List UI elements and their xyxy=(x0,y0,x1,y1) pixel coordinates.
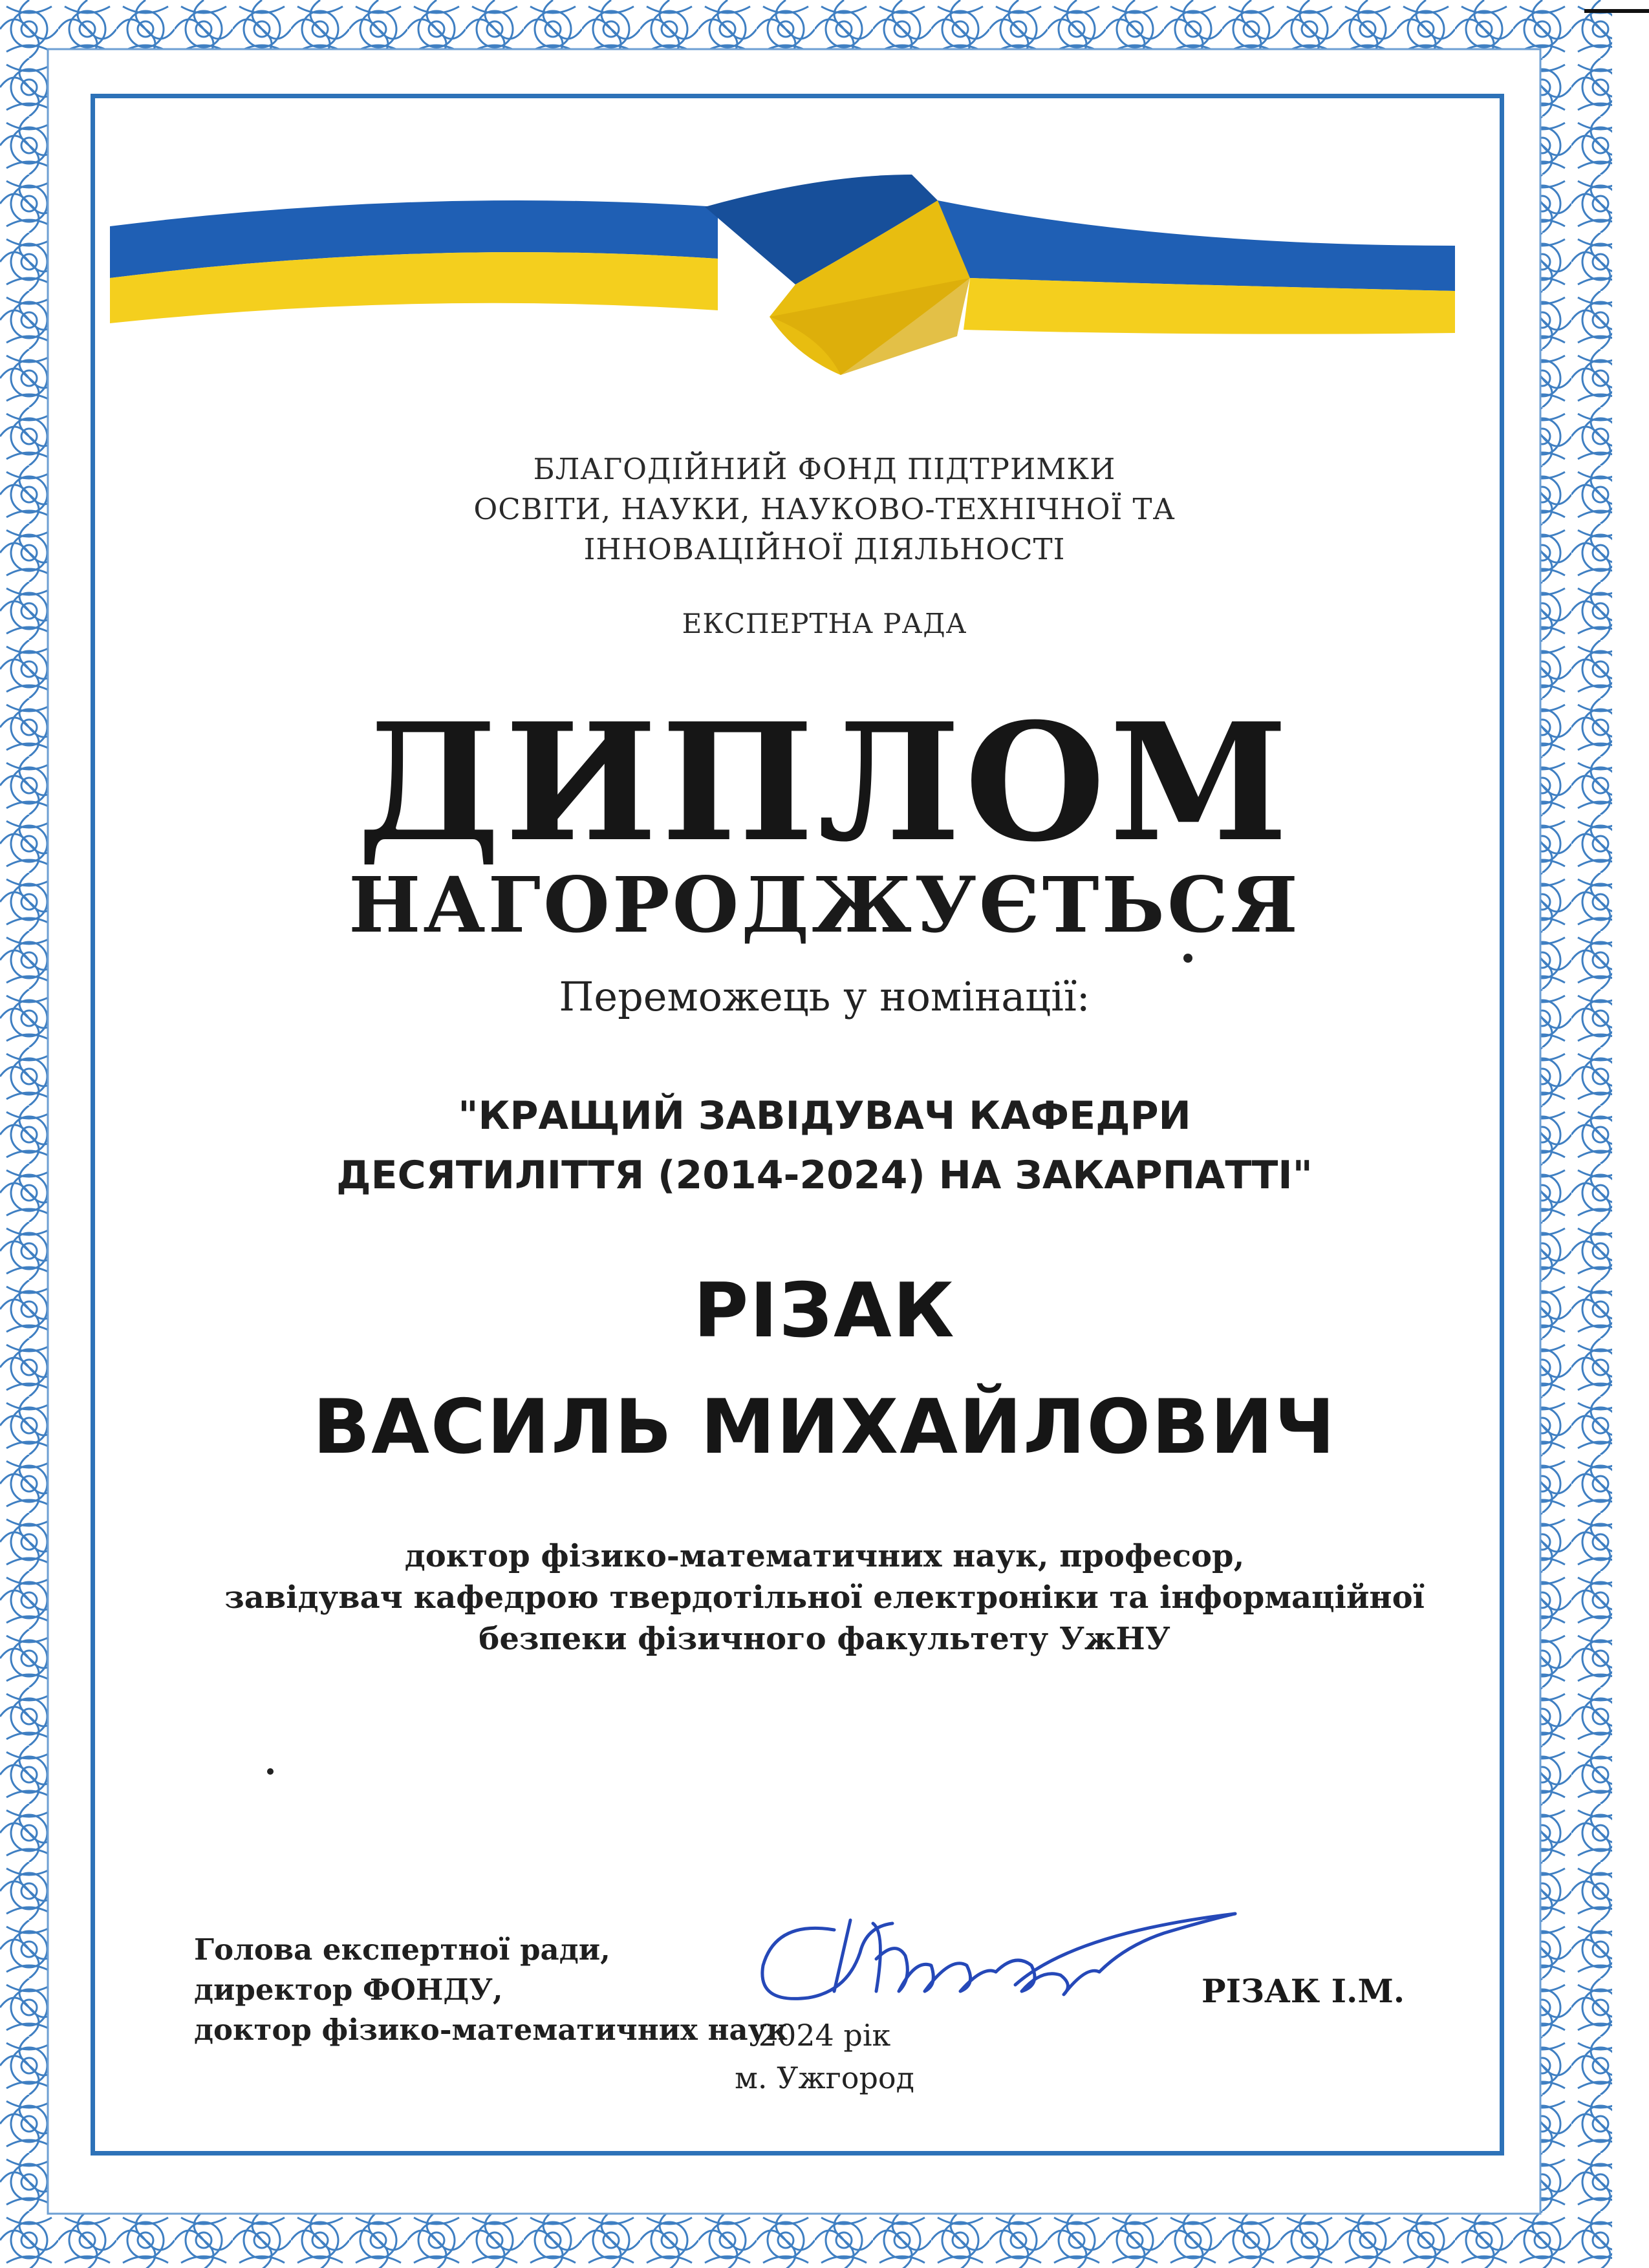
signatory-role-line: Голова експертної ради, xyxy=(194,1932,610,1967)
signatory-role-line: доктор фізико-математичних наук xyxy=(194,2013,788,2047)
signatory-name: РІЗАК І.М. xyxy=(1202,1972,1405,2010)
handwritten-signature-icon xyxy=(737,1894,1242,2024)
diploma-title: ДИПЛОМ xyxy=(356,687,1293,877)
org-line: ІННОВАЦІЙНОЇ ДІЯЛЬНОСТІ xyxy=(583,532,1066,566)
scan-speck xyxy=(1183,954,1192,963)
credentials-line: безпеки фізичного факультету УжНУ xyxy=(479,1621,1170,1657)
scan-edge-mark xyxy=(1584,9,1649,13)
nomination-line: ДЕСЯТИЛІТТЯ (2014-2024) НА ЗАКАРПАТТІ" xyxy=(336,1153,1313,1198)
recipient-given-names: ВАСИЛЬ МИХАЙЛОВИЧ xyxy=(312,1384,1337,1471)
org-line: БЛАГОДІЙНИЙ ФОНД ПІДТРИМКИ xyxy=(533,452,1116,486)
expert-council: ЕКСПЕРТНА РАДА xyxy=(682,608,967,639)
scan-speck xyxy=(267,1768,274,1775)
credentials-line: доктор фізико-математичних наук, професор, xyxy=(404,1538,1245,1574)
org-line: ОСВІТИ, НАУКИ, НАУКОВО-ТЕХНІЧНОЇ ТА xyxy=(473,492,1176,526)
issue-details xyxy=(0,2014,1649,2099)
awarded-heading: НАГОРОДЖУЄТЬСЯ xyxy=(349,860,1300,950)
ukrainian-flag-ribbon-icon xyxy=(97,162,1468,394)
issue-year: 2024 рік xyxy=(758,2018,891,2053)
recipient-surname: РІЗАК xyxy=(693,1267,956,1354)
nomination-intro: Переможець у номінації: xyxy=(559,973,1090,1020)
nomination xyxy=(0,1086,1649,1205)
organization-name xyxy=(0,449,1649,570)
nomination-line: "КРАЩИЙ ЗАВІДУВАЧ КАФЕДРИ xyxy=(458,1093,1191,1139)
signatory-role-line: директор ФОНДУ, xyxy=(194,1973,503,2007)
issue-place: м. Ужгород xyxy=(735,2060,914,2095)
recipient-credentials xyxy=(0,1535,1649,1660)
credentials-line: завідувач кафедрою твердотільної електроніки та інформаційної xyxy=(224,1579,1425,1616)
